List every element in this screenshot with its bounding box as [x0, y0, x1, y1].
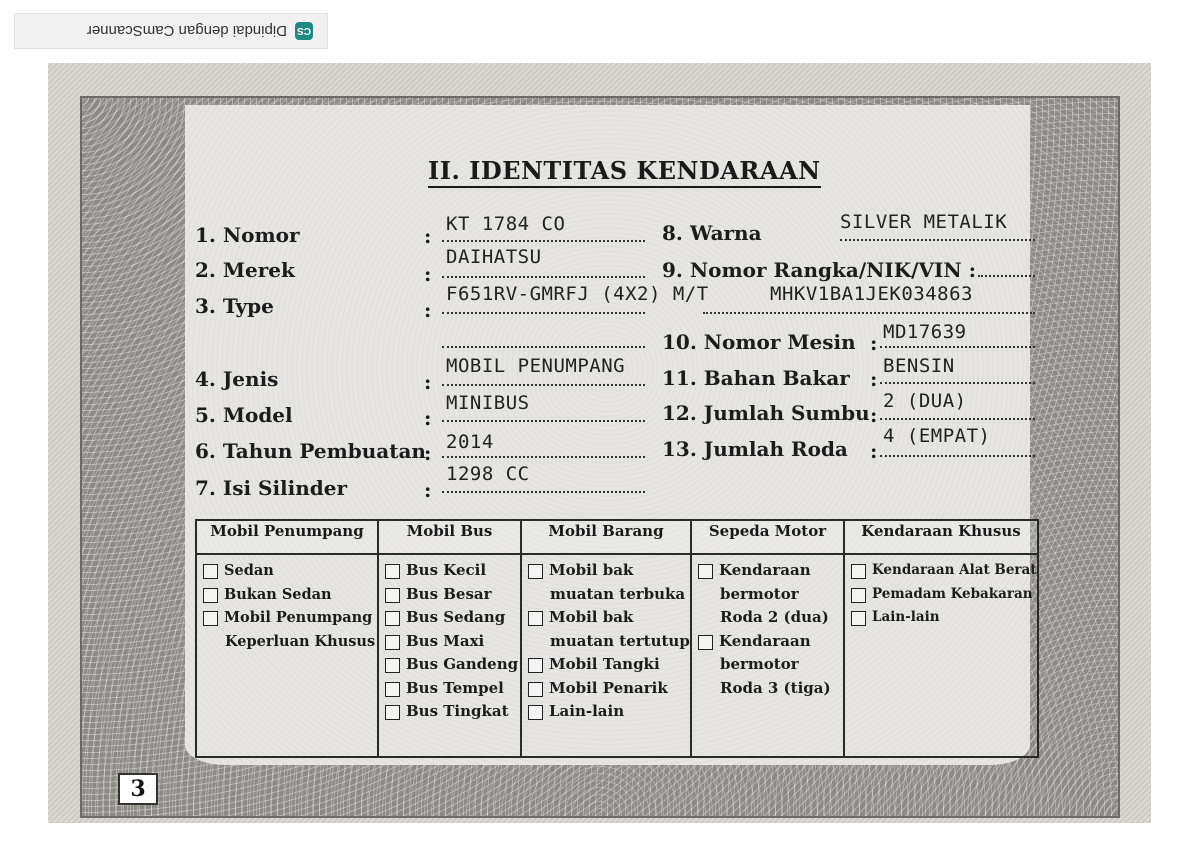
- checkbox[interactable]: [528, 611, 543, 626]
- option-bus-gandeng: Bus Gandeng: [385, 653, 518, 677]
- column-kendaraan-khusus: [844, 554, 1038, 757]
- checkbox[interactable]: [851, 611, 866, 626]
- checkbox[interactable]: [203, 564, 218, 579]
- dotted-line: [880, 418, 1035, 420]
- value-model: MINIBUS: [446, 392, 530, 414]
- label-jenis: 4. Jenis: [195, 367, 279, 391]
- label-jumlah-roda: 13. Jumlah Roda: [662, 437, 848, 461]
- value-isi-silinder: 1298 CC: [446, 463, 530, 485]
- colon: :: [870, 331, 878, 355]
- value-jenis: MOBIL PENUMPANG: [446, 355, 626, 377]
- header-mobil-barang: Mobil Barang: [521, 520, 691, 554]
- option-alat-berat: Kendaraan Alat Berat: [851, 559, 1035, 583]
- option-continuation: muatan terbuka: [550, 584, 686, 603]
- option-mobil-bak-terbuka: Mobil bak: [528, 559, 688, 583]
- value-jumlah-roda: 4 (EMPAT): [883, 425, 991, 447]
- option-kendaraan-roda-3: Kendaraan: [698, 630, 841, 654]
- label-warna: 8. Warna: [662, 221, 762, 245]
- dotted-line: [442, 240, 645, 242]
- label-nomor-mesin: 10. Nomor Mesin: [662, 330, 856, 354]
- option-continuation: Roda 3 (tiga): [720, 678, 831, 697]
- colon: :: [424, 370, 432, 394]
- option-bus-maxi: Bus Maxi: [385, 630, 518, 654]
- dotted-line: [442, 276, 645, 278]
- option-continuation: muatan tertutup: [550, 631, 690, 650]
- option-bus-kecil: Bus Kecil: [385, 559, 518, 583]
- label-merek: 2. Merek: [195, 258, 295, 282]
- checkbox[interactable]: [203, 611, 218, 626]
- value-bahan-bakar: BENSIN: [883, 355, 955, 377]
- header-kendaraan-khusus: Kendaraan Khusus: [844, 520, 1038, 554]
- colon: :: [870, 439, 878, 463]
- page-number: 3: [118, 773, 158, 805]
- label-bahan-bakar: 11. Bahan Bakar: [662, 366, 850, 390]
- option-mobil-penarik: Mobil Penarik: [528, 677, 688, 701]
- page-title: II. IDENTITAS KENDARAAN: [428, 156, 821, 188]
- checkbox[interactable]: [528, 564, 543, 579]
- vehicle-category-table: [195, 519, 1039, 758]
- value-nomor-rangka: MHKV1BA1JEK034863: [770, 283, 973, 305]
- checkbox[interactable]: [851, 564, 866, 579]
- dotted-line: [880, 382, 1035, 384]
- dotted-line: [978, 275, 1035, 277]
- option-bus-tingkat: Bus Tingkat: [385, 700, 518, 724]
- colon: :: [424, 441, 432, 465]
- dotted-line: [442, 420, 645, 422]
- option-continuation: Keperluan Khusus: [225, 632, 376, 650]
- column-mobil-penumpang: [196, 554, 378, 757]
- checkbox[interactable]: [528, 682, 543, 697]
- option-lain-lain: Lain-lain: [528, 700, 688, 724]
- option-kendaraan-roda-2: Kendaraan: [698, 559, 841, 583]
- label-model: 5. Model: [195, 403, 293, 427]
- scanner-banner: [14, 13, 328, 49]
- option-mobil-bak-tertutup: Mobil bak: [528, 606, 688, 630]
- dotted-line: [442, 491, 645, 493]
- checkbox[interactable]: [698, 564, 713, 579]
- dotted-line: [442, 456, 645, 458]
- label-nomor: 1. Nomor: [195, 223, 300, 247]
- value-nomor: KT 1784 CO: [446, 213, 566, 235]
- checkbox[interactable]: [385, 658, 400, 673]
- checkbox[interactable]: [528, 658, 543, 673]
- label-tahun-pembuatan: 6. Tahun Pembuatan: [195, 439, 426, 463]
- value-jumlah-sumbu: 2 (DUA): [883, 390, 967, 412]
- checkbox[interactable]: [203, 588, 218, 603]
- checkbox[interactable]: [385, 564, 400, 579]
- value-tahun-pembuatan: 2014: [446, 431, 494, 453]
- option-bus-besar: Bus Besar: [385, 583, 518, 607]
- dotted-line: [442, 384, 645, 386]
- dotted-line: [703, 312, 1035, 314]
- label-isi-silinder: 7. Isi Silinder: [195, 476, 348, 500]
- checkbox[interactable]: [385, 611, 400, 626]
- header-mobil-penumpang: Mobil Penumpang: [196, 520, 378, 554]
- option-bus-sedang: Bus Sedang: [385, 606, 518, 630]
- option-bus-tempel: Bus Tempel: [385, 677, 518, 701]
- colon: :: [870, 403, 878, 427]
- dotted-line: [880, 455, 1035, 457]
- dotted-line: [840, 239, 1035, 241]
- option-continuation: bermotor: [720, 655, 799, 673]
- option-mobil-tangki: Mobil Tangki: [528, 653, 688, 677]
- option-continuation: Roda 2 (dua): [720, 608, 829, 626]
- checkbox[interactable]: [698, 635, 713, 650]
- checkbox[interactable]: [528, 705, 543, 720]
- value-merek: DAIHATSU: [446, 246, 542, 268]
- dotted-line: [442, 346, 645, 348]
- option-mobil-penumpang: Mobil Penumpang: [203, 606, 375, 630]
- option-continuation: bermotor: [720, 584, 799, 603]
- label-nomor-rangka: 9. Nomor Rangka/NIK/VIN :: [662, 258, 976, 282]
- camscanner-logo-icon: CS: [295, 22, 313, 40]
- label-jumlah-sumbu: 12. Jumlah Sumbu: [662, 401, 870, 425]
- value-warna: SILVER METALIK: [840, 211, 1008, 233]
- colon: :: [870, 367, 878, 391]
- label-type: 3. Type: [195, 294, 274, 318]
- option-lain-lain: Lain-lain: [851, 606, 1035, 630]
- column-mobil-bus: [378, 554, 521, 757]
- colon: :: [424, 224, 432, 248]
- option-sedan: Sedan: [203, 559, 375, 583]
- checkbox[interactable]: [385, 705, 400, 720]
- option-bukan-sedan: Bukan Sedan: [203, 583, 375, 607]
- colon: :: [424, 406, 432, 430]
- colon: :: [424, 298, 432, 322]
- dotted-line: [442, 312, 645, 314]
- scanner-banner-text: Dipindai dengan CamScanner: [86, 22, 287, 40]
- checkbox[interactable]: [385, 588, 400, 603]
- value-nomor-mesin: MD17639: [883, 321, 967, 343]
- colon: :: [424, 478, 432, 502]
- dotted-line: [880, 346, 1035, 348]
- checkbox[interactable]: [851, 588, 866, 603]
- column-mobil-barang: [521, 554, 691, 757]
- value-type: F651RV-GMRFJ (4X2) M/T: [446, 283, 709, 305]
- header-mobil-bus: Mobil Bus: [378, 520, 521, 554]
- checkbox[interactable]: [385, 682, 400, 697]
- checkbox[interactable]: [385, 635, 400, 650]
- colon: :: [424, 262, 432, 286]
- option-pemadam-kebakaran: Pemadam Kebakaran: [851, 583, 1035, 607]
- column-sepeda-motor: [691, 554, 844, 757]
- header-sepeda-motor: Sepeda Motor: [691, 520, 844, 554]
